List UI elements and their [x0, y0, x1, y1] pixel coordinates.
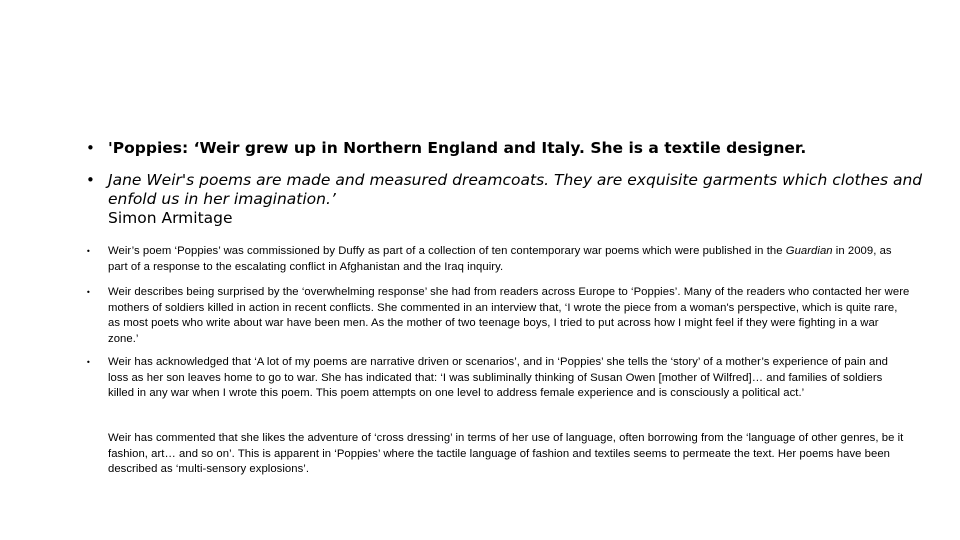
quote-text: Jane Weir's poems are made and measured dreamcoats. They are exquisite garments which clothes and enfold us in her imagination.’ — [108, 171, 923, 208]
paragraph-text-end: in 2009, as part of a response to the escalating conflict in Afghanistan and the Iraq inquiry. — [108, 245, 892, 273]
paragraph-commission — [86, 244, 910, 275]
bullet-weir-background — [86, 139, 926, 158]
paragraph-response — [86, 285, 910, 347]
newspaper-title: Guardian — [785, 245, 833, 257]
quote-attribution: Simon Armitage — [108, 209, 233, 227]
quote-block — [108, 171, 926, 228]
bullet-armitage-quote — [86, 171, 926, 228]
paragraph-text — [108, 244, 910, 275]
bullet-dot-icon: • — [86, 358, 91, 367]
bullet-dot-icon: • — [86, 288, 91, 297]
bullet-dot-icon: • — [86, 247, 91, 256]
paragraph-text-start: Weir’s poem ‘Poppies’ was commissioned by Duffy as part of a collection of ten contemporary war poems which were published in the — [108, 245, 786, 257]
paragraph-cross-dressing — [108, 431, 910, 478]
paragraph-text: Weir has commented that she likes the adventure of ‘cross dressing’ in terms of her use of language, often borrowing from the ‘language of other genres, be it fashion, art… and so on’. This is apparent in ‘Poppies’ where the tactile language of fashion and textiles seems to permeate the text. Her poems have been described as ‘multi-sensory explosions’. — [108, 432, 904, 475]
paragraph-narrative — [86, 355, 910, 402]
bullet-text: 'Poppies: ‘Weir grew up in Northern England and Italy. She is a textile designer. — [108, 139, 807, 157]
bullet-dot-icon: • — [86, 171, 95, 189]
bullet-dot-icon: • — [86, 139, 95, 157]
paragraph-text: Weir describes being surprised by the ‘overwhelming response’ she had from readers across Europe to ‘Poppies’. Many of the readers who contacted her were mothers of soldiers killed in action in recent conflicts. She commented in an interview that, ‘I wrote the piece from a woman's perspective, which is quite rare, as most poets who write about war have been men. As the mother of two teenage boys, I tried to put across how I might feel if they were fighting in a war zone.’ — [108, 286, 910, 345]
paragraph-text: Weir has acknowledged that ‘A lot of my poems are narrative driven or scenarios’, and in ‘Poppies’ she tells the ‘story’ of a mother’s experience of pain and loss as her son leaves home to go to war. She has indicated that: ‘I was subliminally thinking of Susan Owen [mother of Wilfred]… and families of soldiers killed in any war when I wrote this poem. This poem attempts on one level to address female experience and is consciously a political act.’ — [108, 356, 889, 399]
